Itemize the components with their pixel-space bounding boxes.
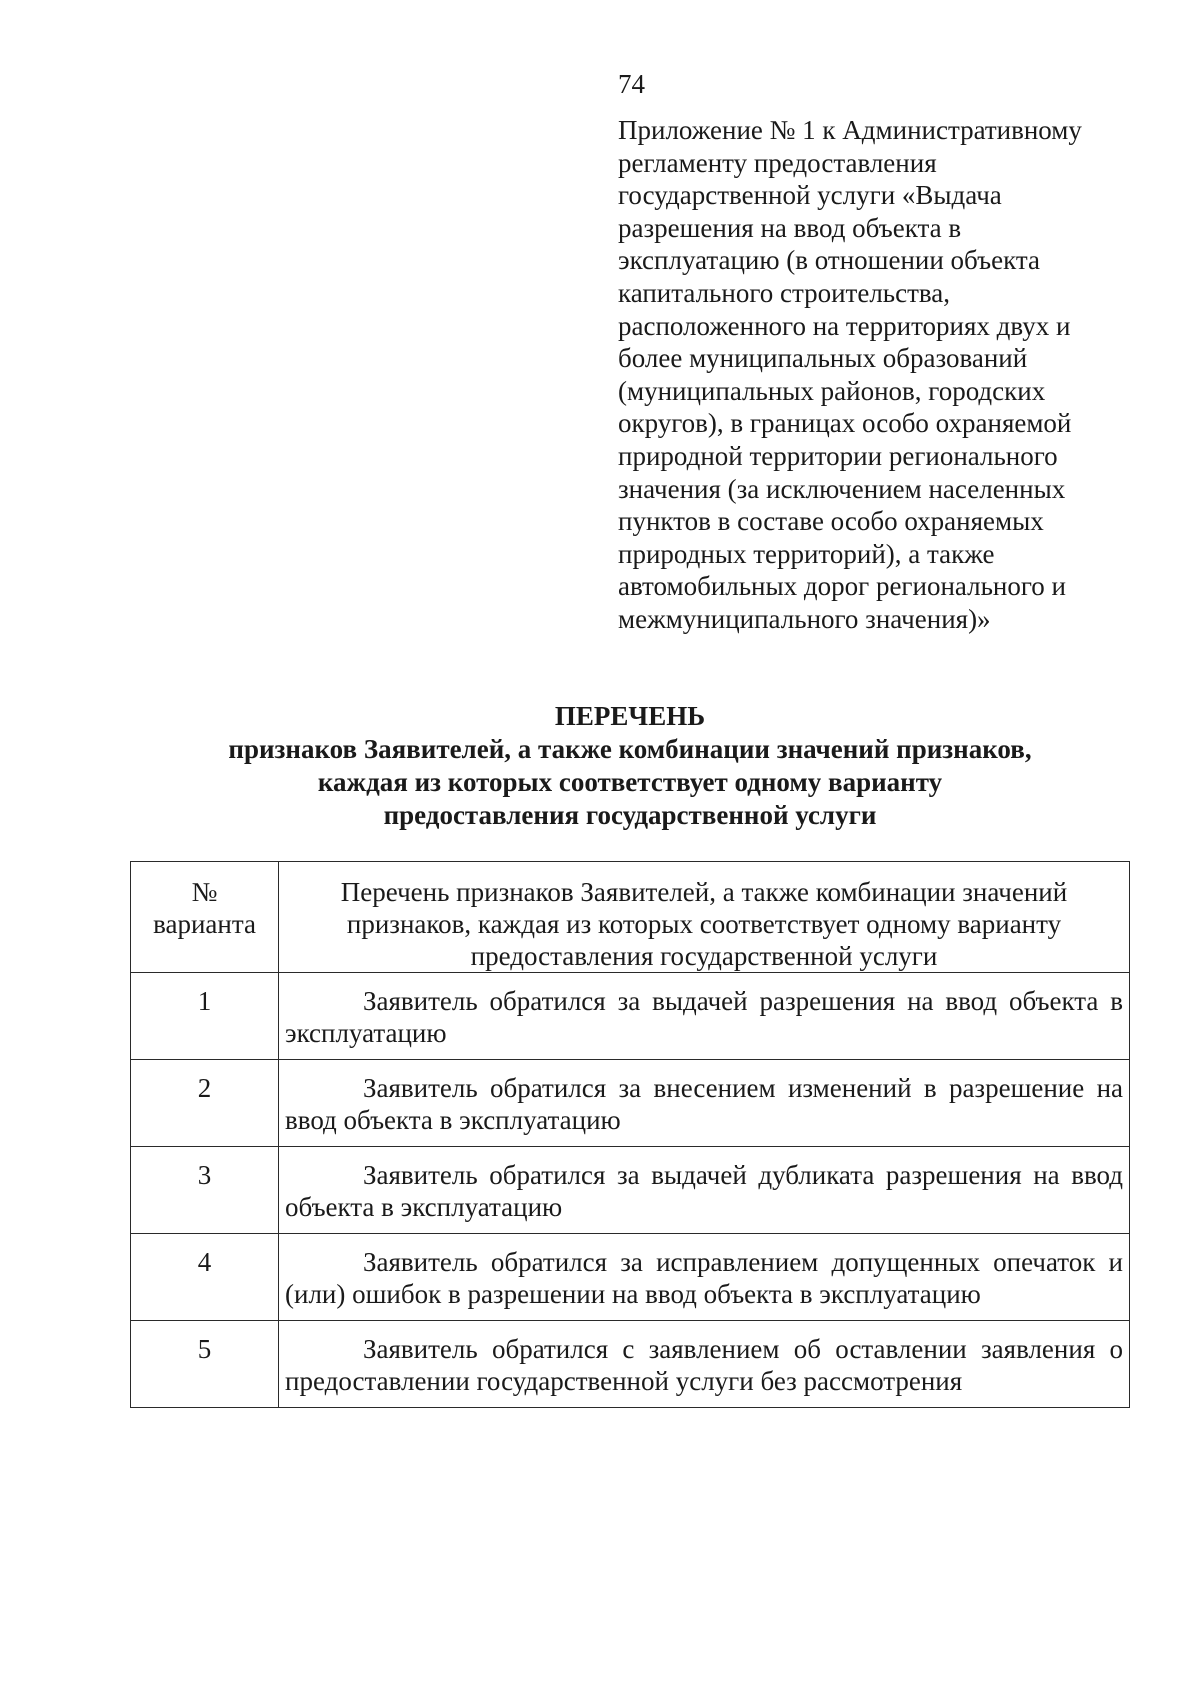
appendix-line: капитального строительства,	[618, 277, 951, 308]
header-num-line: варианта	[153, 909, 256, 939]
variant-number: 1	[131, 973, 279, 1060]
appendix-line: природных территорий), а также	[618, 538, 995, 569]
header-desc-line: предоставления государственной услуги	[470, 941, 938, 971]
appendix-line: государственной услуги «Выдача	[618, 180, 1002, 211]
header-num-line: №	[191, 877, 218, 907]
appendix-line: Приложение № 1 к Административному	[618, 115, 1082, 145]
variant-text: Заявитель обратился с заявлением об оставлении заявления о предоставлении государственной услуги без рассмотрения	[285, 1334, 1123, 1396]
variant-number: 4	[131, 1234, 279, 1321]
appendix-line: расположенного на территориях двух и	[618, 310, 1071, 341]
appendix-line: регламенту предоставления	[618, 147, 937, 178]
appendix-line: эксплуатацию (в отношении объекта	[618, 245, 1040, 276]
appendix-note	[618, 114, 1138, 636]
appendix-line: разрешения на ввод объекта в	[618, 212, 962, 243]
variant-number: 2	[131, 1060, 279, 1147]
table-row	[131, 1060, 1130, 1147]
variant-criteria	[279, 1321, 1130, 1408]
title-heading: ПЕРЕЧЕНЬ	[554, 701, 706, 731]
header-criteria	[279, 862, 1130, 973]
variant-criteria	[279, 1234, 1130, 1321]
appendix-line: межмуниципального значения)»	[618, 603, 991, 634]
table-row	[131, 1147, 1130, 1234]
header-desc-line: признаков, каждая из которых соответствует одному варианту	[346, 909, 1062, 939]
table-row	[131, 973, 1130, 1060]
variant-text: Заявитель обратился за исправлением допущенных опечаток и (или) ошибок в разрешении на ввод объекта в эксплуатацию	[285, 1247, 1123, 1309]
header-variant-number	[131, 862, 279, 973]
variant-criteria	[279, 1147, 1130, 1234]
appendix-line: автомобильных дорог регионального и	[618, 571, 1066, 602]
document-title	[130, 700, 1130, 832]
appendix-line: пунктов в составе особо охраняемых	[618, 506, 1044, 537]
appendix-line: (муниципальных районов, городских	[618, 375, 1046, 406]
variant-text: Заявитель обратился за внесением изменений в разрешение на ввод объекта в эксплуатацию	[285, 1073, 1123, 1135]
variant-text: Заявитель обратился за выдачей разрешения на ввод объекта в эксплуатацию	[285, 986, 1123, 1048]
title-line: предоставления государственной услуги	[383, 800, 877, 830]
appendix-line: природной территории регионального	[618, 440, 1058, 471]
title-line: признаков Заявителей, а также комбинации значений признаков,	[228, 734, 1032, 764]
table-header-row	[131, 862, 1130, 973]
variant-number: 3	[131, 1147, 279, 1234]
appendix-line: значения (за исключением населенных	[618, 473, 1066, 504]
appendix-line: округов), в границах особо охраняемой	[618, 408, 1072, 439]
header-desc-line: Перечень признаков Заявителей, а также комбинации значений	[340, 877, 1068, 907]
table-row	[131, 1321, 1130, 1408]
title-line: каждая из которых соответствует одному варианту	[317, 767, 943, 797]
table-row	[131, 1234, 1130, 1321]
variant-criteria	[279, 973, 1130, 1060]
variant-text: Заявитель обратился за выдачей дубликата разрешения на ввод объекта в эксплуатацию	[285, 1160, 1123, 1222]
variants-table	[130, 861, 1130, 1408]
variant-number: 5	[131, 1321, 279, 1408]
appendix-line: более муниципальных образований	[618, 343, 1028, 374]
page-number: 74	[618, 69, 645, 99]
variant-criteria	[279, 1060, 1130, 1147]
